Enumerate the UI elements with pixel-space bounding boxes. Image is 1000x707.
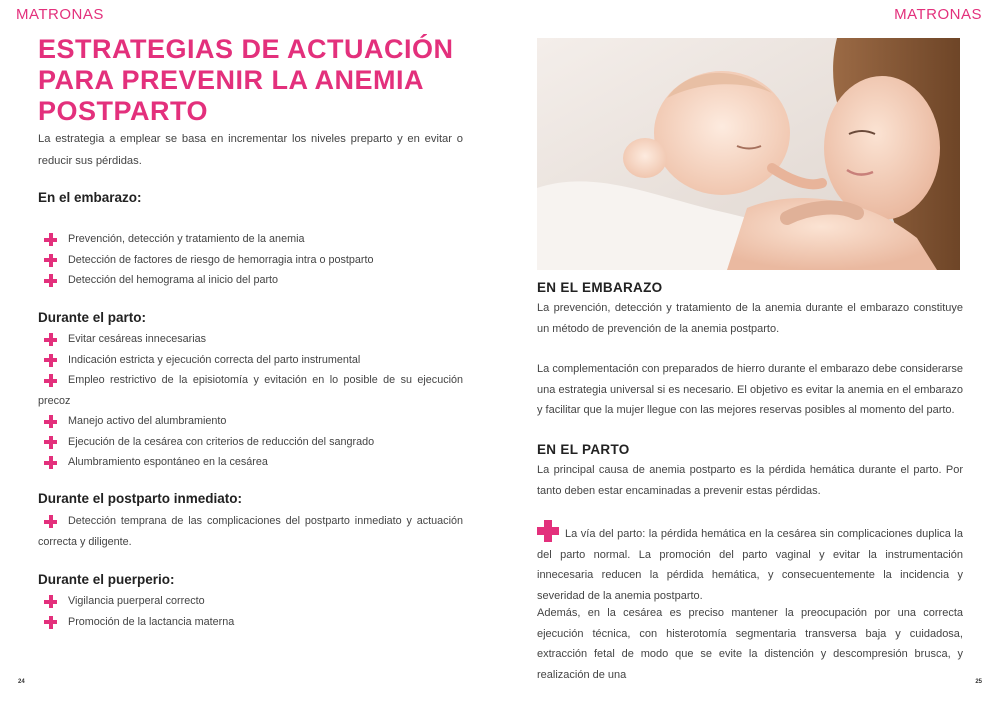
section-heading-postparto: Durante el postparto inmediato:	[38, 491, 243, 506]
list-puerperio	[38, 591, 463, 632]
plus-icon	[44, 233, 57, 246]
paragraph-with-icon: La vía del parto: la pérdida hemática en la cesárea sin complicaciones duplica la del parto normal. La promoción del parto vaginal y evitar la instrumentación innecesaria reducen la pérdida hemática, y consecuentemente la incidencia y severidad de la anemia postparto.	[537, 520, 963, 606]
plus-icon	[44, 254, 57, 267]
list-item: Alumbramiento espontáneo en la cesárea	[38, 452, 463, 473]
plus-icon	[44, 616, 57, 629]
list-item: Promoción de la lactancia materna	[38, 612, 463, 633]
plus-icon	[44, 595, 57, 608]
plus-icon	[44, 374, 57, 387]
list-item: Detección temprana de las complicaciones del postparto inmediato y actuación correcta y diligente.	[38, 515, 463, 548]
plus-icon	[44, 456, 57, 469]
list-postparto	[38, 511, 463, 552]
list-item: Detección de factores de riesgo de hemorragia intra o postparto	[38, 250, 463, 271]
paragraph: La complementación con preparados de hierro durante el embarazo debe considerarse una estrategia universal si es necesario. El objetivo es evitar la anemia en el embarazo y facilitar que la mujer llegue con las mejores reservas posibles al momento del parto.	[537, 363, 963, 416]
list-item: Ejecución de la cesárea con criterios de reducción del sangrado	[38, 432, 463, 453]
list-item: Indicación estricta y ejecución correcta del parto instrumental	[38, 350, 463, 371]
page-number: 25	[975, 679, 982, 685]
plus-icon	[44, 333, 57, 346]
plus-icon	[44, 274, 57, 287]
page-title: ESTRATEGIAS DE ACTUACIÓN PARA PREVENIR LA ANEMIA POSTPARTO	[38, 34, 454, 126]
list-item: Manejo activo del alumbramiento	[38, 411, 463, 432]
list-embarazo	[38, 229, 463, 291]
intro-paragraph: La estrategia a emplear se basa en incrementar los niveles preparto y en evitar o reducir sus pérdidas.	[38, 133, 463, 167]
magazine-header: MATRONAS	[16, 6, 104, 23]
list-item: Detección del hemograma al inicio del parto	[38, 270, 463, 291]
section-heading-parto: Durante el parto:	[38, 310, 147, 325]
list-item: Vigilancia puerperal correcto	[38, 591, 463, 612]
list-item: Prevención, detección y tratamiento de la anemia	[38, 229, 463, 250]
plus-icon	[537, 520, 559, 542]
section-heading-en-el-embarazo: EN EL EMBARAZO	[537, 280, 663, 295]
plus-icon	[44, 436, 57, 449]
paragraph: La principal causa de anemia postparto es la pérdida hemática durante el parto. Por tanto deben estar encaminadas a prevenir estas pérdidas.	[537, 464, 963, 497]
paragraph: Además, en la cesárea es preciso mantener la preocupación por una correcta ejecución técnica, con histerotomía segmentaria transversa baja y cuidadosa, extracción fetal de modo que se evite la distención y descompresión brusca, y realización de una	[537, 607, 963, 681]
plus-icon	[44, 354, 57, 367]
plus-icon	[44, 415, 57, 428]
magazine-header: MATRONAS	[894, 6, 982, 23]
right-page	[500, 0, 1000, 707]
section-heading-embarazo: En el embarazo:	[38, 190, 142, 205]
section-heading-en-el-parto: EN EL PARTO	[537, 442, 630, 457]
page-number: 24	[18, 679, 25, 685]
paragraph: La prevención, detección y tratamiento de la anemia durante el embarazo constituye un método de prevención de la anemia postparto.	[537, 302, 963, 335]
list-parto	[38, 329, 463, 473]
mother-baby-photo	[537, 38, 960, 270]
section-heading-puerperio: Durante el puerperio:	[38, 572, 175, 587]
plus-icon	[44, 515, 57, 528]
list-item: Evitar cesáreas innecesarias	[38, 329, 463, 350]
list-item: Empleo restrictivo de la episiotomía y evitación en lo posible de su ejecución precoz	[38, 374, 463, 407]
